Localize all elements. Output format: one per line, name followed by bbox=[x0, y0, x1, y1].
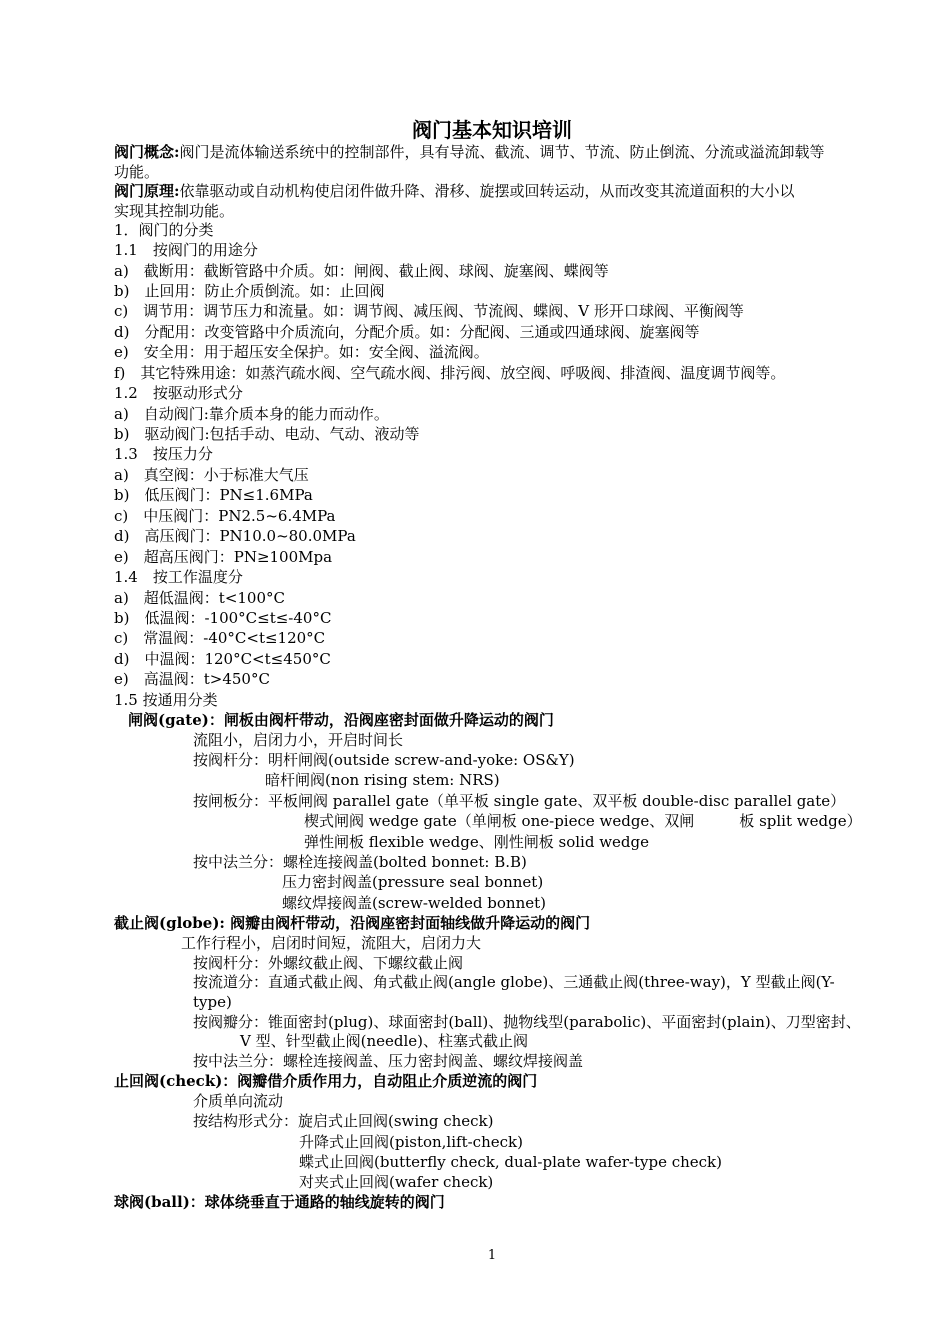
check-line: 蝶式止回阀(butterfly check, dual-plate wafer-type check) bbox=[299, 1153, 722, 1171]
globe-line: 工作行程小，启闭时间短，流阻大，启闭力大 bbox=[181, 934, 482, 952]
check-line: 升降式止回阀(piston,lift-check) bbox=[299, 1133, 523, 1151]
gate-valve-heading: 闸阀(gate)：闸板由阀杆带动，沿阀座密封面做升降运动的阀门 bbox=[128, 711, 554, 729]
check-line: 按结构形式分：旋启式止回阀(swing check) bbox=[193, 1112, 494, 1130]
gate-line: 按闸板分：平板闸阀 parallel gate（单平板 single gate、双平板 double-disc parallel gate） bbox=[193, 792, 846, 810]
concept-label: 阀门概念: bbox=[114, 143, 180, 161]
section-1-1-heading: 1.1 按阀门的用途分 bbox=[114, 241, 258, 259]
principle-label: 阀门原理: bbox=[114, 182, 180, 200]
check-line: 对夹式止回阀(wafer check) bbox=[299, 1173, 494, 1191]
list-item: e) 超高压阀门：PN≥100Mpa bbox=[114, 548, 333, 566]
list-item: f) 其它特殊用途：如蒸汽疏水阀、空气疏水阀、排污阀、放空阀、呼吸阀、排渣阀、温度调节阀等。 bbox=[114, 364, 786, 382]
list-item: d) 分配用：改变管路中介质流向，分配介质。如：分配阀、三通或四通球阀、旋塞阀等 bbox=[114, 323, 700, 341]
list-item: d) 中温阀：120°C<t≤450°C bbox=[114, 650, 331, 668]
list-item: e) 高温阀：t>450°C bbox=[114, 670, 270, 688]
list-item: a) 截断用：截断管路中介质。如：闸阀、截止阀、球阀、旋塞阀、蝶阀等 bbox=[114, 262, 609, 280]
gate-line: 压力密封阀盖(pressure seal bonnet) bbox=[282, 873, 544, 891]
list-item: c) 常温阀：-40°C<t≤120°C bbox=[114, 629, 326, 647]
concept-line-2: 功能。 bbox=[114, 163, 160, 181]
list-item: e) 安全用：用于超压安全保护。如：安全阀、溢流阀。 bbox=[114, 343, 489, 361]
globe-line: type) bbox=[193, 993, 232, 1011]
page-number: 1 bbox=[487, 1248, 497, 1263]
gate-line: 弹性闸板 flexible wedge、刚性闸板 solid wedge bbox=[304, 833, 650, 851]
list-item: c) 中压阀门：PN2.5~6.4MPa bbox=[114, 507, 336, 525]
section-1-2-heading: 1.2 按驱动形式分 bbox=[114, 384, 243, 402]
gate-line: 按阀杆分：明杆闸阀(outside screw-and-yoke: OS&Y) bbox=[193, 751, 575, 769]
gate-line: 暗杆闸阀(non rising stem: NRS) bbox=[265, 771, 500, 789]
document-title: 阀门基本知识培训 bbox=[412, 118, 572, 142]
globe-valve-heading: 截止阀(globe): 阀瓣由阀杆带动，沿阀座密封面轴线做升降运动的阀门 bbox=[114, 914, 591, 932]
globe-line: 按中法兰分：螺栓连接阀盖、压力密封阀盖、螺纹焊接阀盖 bbox=[193, 1052, 584, 1070]
list-item: b) 驱动阀门:包括手动、电动、气动、液动等 bbox=[114, 425, 420, 443]
list-item: a) 超低温阀：t<100°C bbox=[114, 589, 285, 607]
check-valve-heading: 止回阀(check)：阀瓣借介质作用力，自动阻止介质逆流的阀门 bbox=[114, 1072, 538, 1090]
section-1-5-heading: 1.5 按通用分类 bbox=[114, 691, 218, 709]
gate-line: 螺纹焊接阀盖(screw-welded bonnet) bbox=[282, 894, 546, 912]
globe-line: 按阀瓣分：锥面密封(plug)、球面密封(ball)、抛物线型(parabolic)、平面密封(plain)、刀型密封、 bbox=[193, 1013, 861, 1031]
list-item: c) 调节用：调节压力和流量。如：调节阀、减压阀、节流阀、蝶阀、V 形开口球阀、平衡阀等 bbox=[114, 302, 744, 320]
section-1-4-heading: 1.4 按工作温度分 bbox=[114, 568, 243, 586]
list-item: a) 自动阀门:靠介质本身的能力而动作。 bbox=[114, 405, 389, 423]
list-item: d) 高压阀门：PN10.0~80.0MPa bbox=[114, 527, 356, 545]
list-item: b) 止回用：防止介质倒流。如：止回阀 bbox=[114, 282, 385, 300]
concept-line-1: 阀门概念:阀门是流体输送系统中的控制部件，具有导流、截流、调节、节流、防止倒流、分流或溢流卸载等 bbox=[114, 143, 825, 161]
globe-line: 按阀杆分：外螺纹截止阀、下螺纹截止阀 bbox=[193, 954, 464, 972]
ball-valve-heading: 球阀(ball)：球体绕垂直于通路的轴线旋转的阀门 bbox=[114, 1193, 445, 1211]
list-item: b) 低压阀门：PN≤1.6MPa bbox=[114, 486, 313, 504]
check-line: 介质单向流动 bbox=[193, 1092, 284, 1110]
gate-line: 楔式闸阀 wedge gate（单闸板 one-piece wedge、双闸 板 split wedge） bbox=[304, 812, 862, 830]
principle-line-1: 阀门原理:依靠驱动或自动机构使启闭件做升降、滑移、旋摆或回转运动，从而改变其流道面积的大小以 bbox=[114, 182, 795, 200]
section-1-3-heading: 1.3 按压力分 bbox=[114, 445, 213, 463]
globe-line: 按流道分：直通式截止阀、角式截止阀(angle globe)、三通截止阀(three-way)，Y 型截止阀(Y- bbox=[193, 973, 835, 991]
gate-line: 流阻小，启闭力小，开启时间长 bbox=[193, 731, 404, 749]
list-item: b) 低温阀：-100°C≤t≤-40°C bbox=[114, 609, 332, 627]
gate-line: 按中法兰分：螺栓连接阀盖(bolted bonnet: B.B) bbox=[193, 853, 527, 871]
classification-heading: 1．阀门的分类 bbox=[114, 221, 214, 239]
list-item: a) 真空阀：小于标准大气压 bbox=[114, 466, 309, 484]
globe-line: V 型、针型截止阀(needle)、柱塞式截止阀 bbox=[240, 1032, 528, 1050]
principle-line-2: 实现其控制功能。 bbox=[114, 202, 235, 220]
